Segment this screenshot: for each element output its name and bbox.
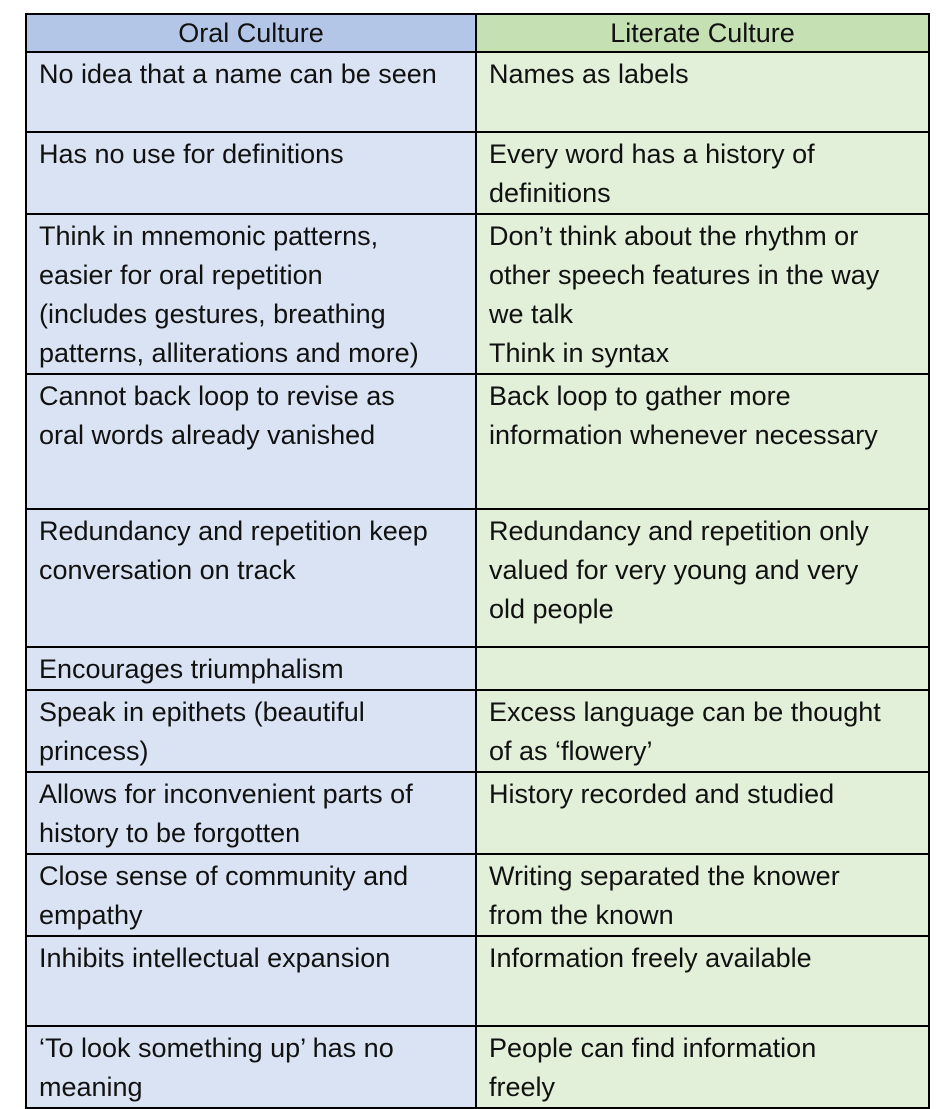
literate-cell: Information freely available: [476, 936, 929, 1026]
oral-cell: No idea that a name can be seen: [26, 52, 476, 132]
table-row: [26, 52, 929, 132]
literate-cell: [476, 647, 929, 690]
literate-cell: Don’t think about the rhythm or other speech features in the way we talk Think in syntax: [476, 214, 929, 374]
header-row: [26, 14, 929, 52]
table-row: [26, 1026, 929, 1108]
table-row: [26, 936, 929, 1026]
header-literate-culture: Literate Culture: [476, 14, 929, 52]
table-row: [26, 647, 929, 690]
table-row: [26, 772, 929, 854]
literate-cell: People can find information freely: [476, 1026, 929, 1108]
literate-cell: Back loop to gather more information whenever necessary: [476, 374, 929, 509]
literate-cell: Every word has a history of definitions: [476, 132, 929, 214]
table-row: [26, 509, 929, 647]
table-row: [26, 214, 929, 374]
oral-cell: Inhibits intellectual expansion: [26, 936, 476, 1026]
literate-cell: Excess language can be thought of as ‘flowery’: [476, 690, 929, 772]
oral-cell: ‘To look something up’ has no meaning: [26, 1026, 476, 1108]
oral-cell: Speak in epithets (beautiful princess): [26, 690, 476, 772]
table-row: [26, 854, 929, 936]
header-oral-culture: Oral Culture: [26, 14, 476, 52]
oral-cell: Close sense of community and empathy: [26, 854, 476, 936]
comparison-table: [25, 13, 930, 1109]
literate-cell: History recorded and studied: [476, 772, 929, 854]
table-row: [26, 132, 929, 214]
oral-cell: Redundancy and repetition keep conversation on track: [26, 509, 476, 647]
table-row: [26, 690, 929, 772]
oral-cell: Cannot back loop to revise as oral words already vanished: [26, 374, 476, 509]
literate-cell: Writing separated the knower from the known: [476, 854, 929, 936]
oral-cell: Think in mnemonic patterns, easier for oral repetition (includes gestures, breathing patterns, alliterations and more): [26, 214, 476, 374]
oral-cell: Allows for inconvenient parts of history to be forgotten: [26, 772, 476, 854]
table-row: [26, 374, 929, 509]
literate-cell: Names as labels: [476, 52, 929, 132]
oral-cell: Encourages triumphalism: [26, 647, 476, 690]
literate-cell: Redundancy and repetition only valued for very young and very old people: [476, 509, 929, 647]
oral-cell: Has no use for definitions: [26, 132, 476, 214]
